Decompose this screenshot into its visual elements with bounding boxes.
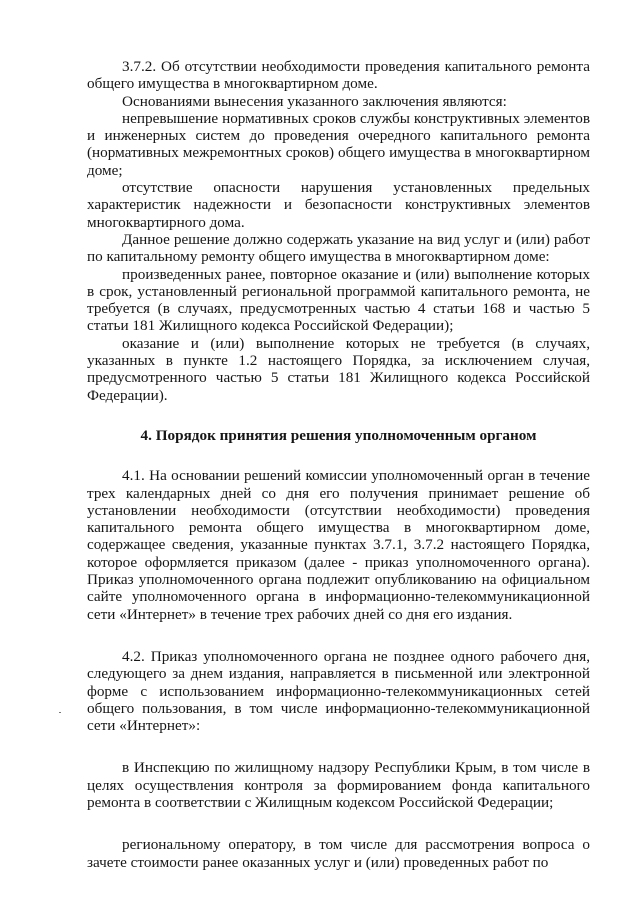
margin-mark (59, 712, 61, 713)
spacer (87, 404, 590, 427)
paragraph-3-7-2: 3.7.2. Об отсутствии необходимости проведения капитального ремонта общего имущества в многоквартирном доме. (87, 58, 590, 93)
paragraph-works-not-required: оказание и (или) выполнение которых не требуется (в случаях, указанных в пункте 1.2 настоящего Порядка, за исключением случая, предусмотренного частью 5 статьи 181 Жилищного кодекса Российской Федерации). (87, 334, 590, 404)
paragraph-4-2-inspection: в Инспекцию по жилищному надзору Республики Крым, в том числе в целях осуществления контроля за формированием фонда капитального ремонта в соответствии с Жилищным кодексом Российской Федерации; (87, 759, 590, 811)
paragraph-grounds-intro: Основаниями вынесения указанного заключения являются: (122, 92, 507, 110)
spacer (87, 811, 590, 836)
spacer (87, 623, 590, 648)
spacer (87, 444, 590, 467)
paragraph-4-2-regional-operator: региональному оператору, в том числе для рассмотрения вопроса о зачете стоимости ранее оказанных услуг и (или) проведенных работ по (87, 836, 590, 871)
paragraph-4-2: 4.2. Приказ уполномоченного органа не позднее одного рабочего дня, следующего за днем издания, направляется в письменной или электронной форме с использованием информационно-телекоммуникационных сетей общего пользования, в том числе информационно-телекоммуникационной сети «Интернет»: (87, 647, 590, 735)
spacer (87, 734, 590, 759)
paragraph-ground-2: отсутствие опасности нарушения установленных предельных характеристик надежности и безопасности конструктивных элементов многоквартирного дома. (87, 179, 590, 231)
paragraph-ground-1: непревышение нормативных сроков службы конструктивных элементов и инженерных систем до проведения очередного капитального ремонта (нормативных межремонтных сроков) общего имущества в многоквартирном доме; (87, 109, 590, 179)
paragraph-decision-content: Данное решение должно содержать указание на вид услуг и (или) работ по капитальному ремонту общего имущества в многоквартирном доме: (87, 230, 590, 266)
paragraph-4-1: 4.1. На основании решений комиссии уполномоченный орган в течение трех календарных дней со дня его получения принимает решение об установлении необходимости (отсутствии необходимости) проведения капитального ремонта общего имущества в многоквартирном доме, содержащее сведения, указанные пунктах 3.7.1, 3.7.2 настоящего Порядка, которое оформляется приказом (далее - приказ уполномоченного органа). Приказ уполномоченного органа подлежит опубликованию на официальном сайте уполномоченного органа в информационно-телекоммуникационной сети «Интернет» в течение трех рабочих дней со дня его издания. (87, 467, 590, 623)
section-4-heading: 4. Порядок принятия решения уполномоченным органом (140, 426, 537, 444)
paragraph-works-previous: произведенных ранее, повторное оказание и (или) выполнение которых в срок, установленный региональной программой капитального ремонта, не требуется (в случаях, предусмотренных частью 4 статьи 168 и частью 5 статьи 181 Жилищного кодекса Российской Федерации); (87, 265, 590, 335)
document-page (87, 58, 590, 871)
